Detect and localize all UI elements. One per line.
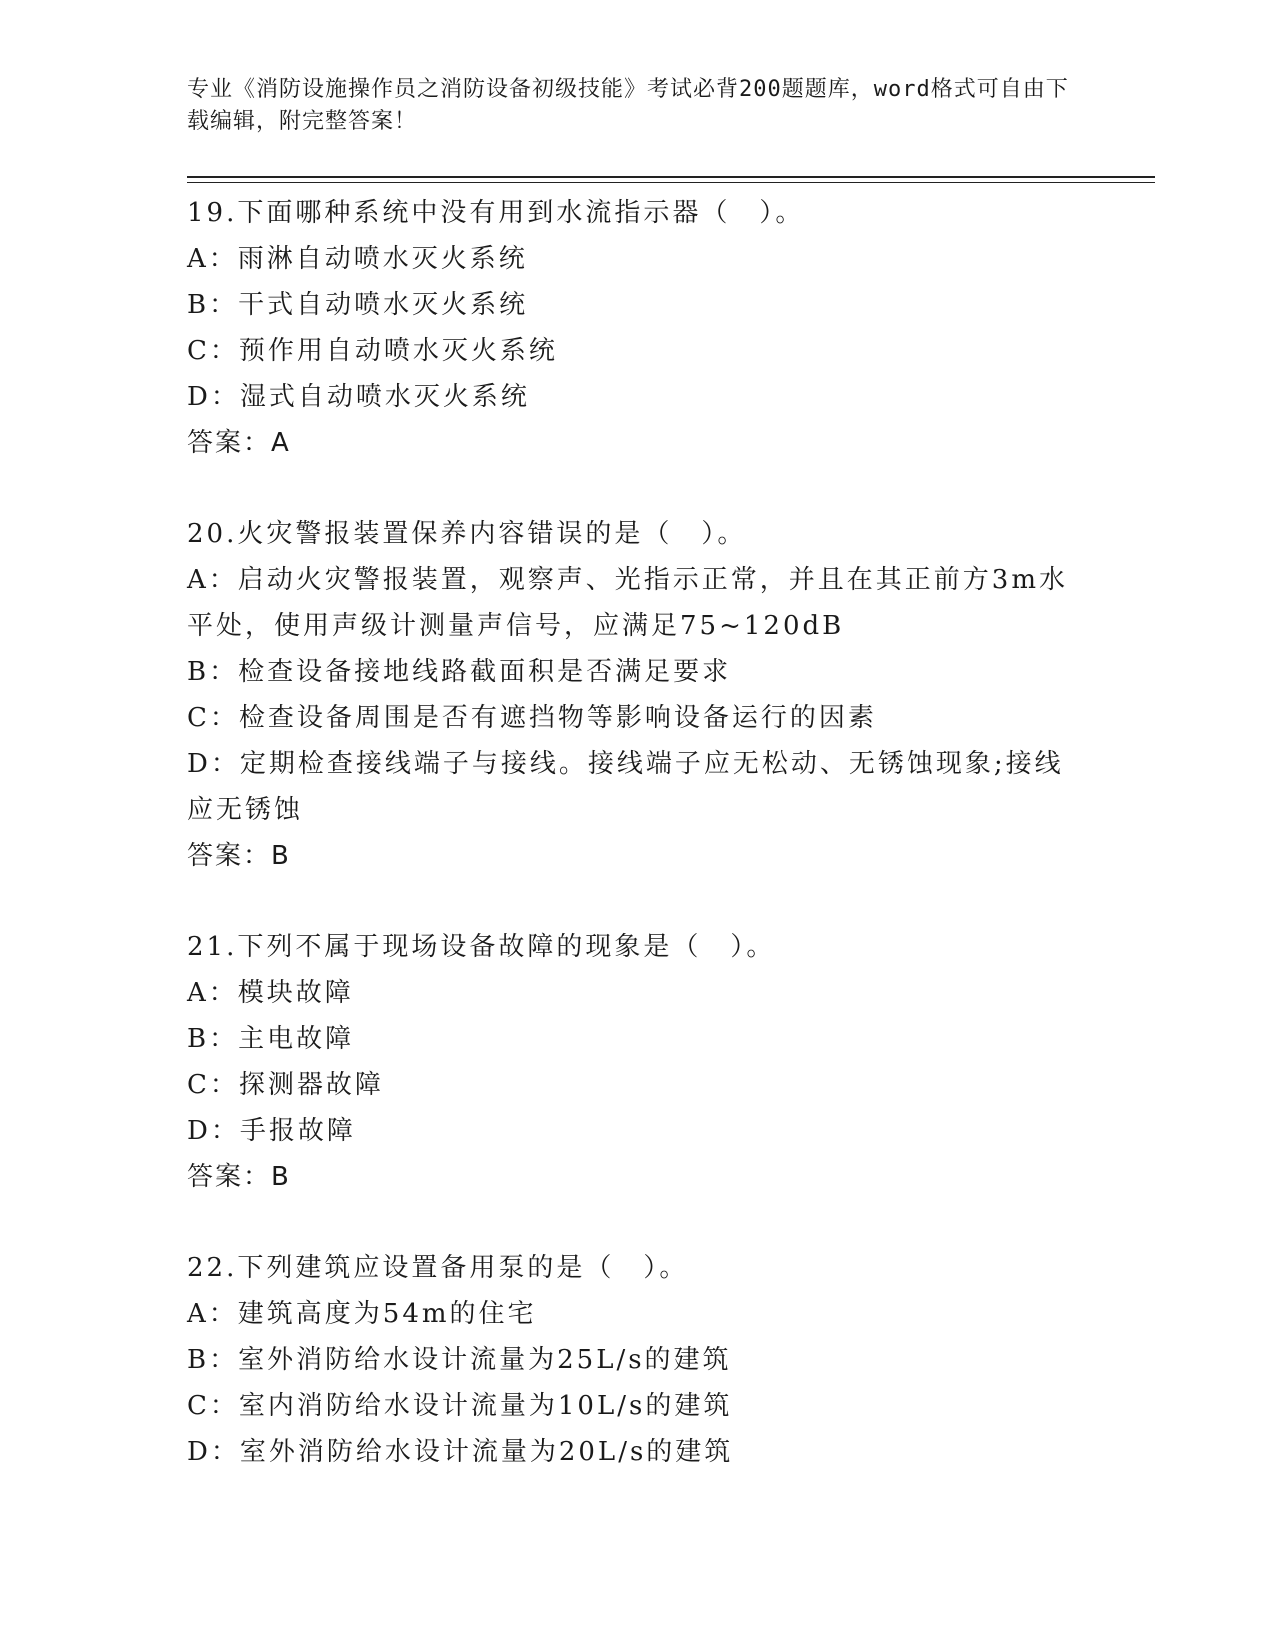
question-stem: 22.下列建筑应设置备用泵的是（ ）。 xyxy=(187,1253,689,1283)
option-d: D：手报故障 xyxy=(187,1116,356,1146)
option-a: A：建筑高度为54m的住宅 xyxy=(187,1299,537,1329)
option-c: C：检查设备周围是否有遮挡物等影响设备运行的因素 xyxy=(187,703,877,733)
question-19 xyxy=(187,190,1077,466)
question-20 xyxy=(187,511,1077,879)
option-a: A：启动火灾警报装置，观察声、光指示正常，并且在其正前方3m水平处，使用声级计测量声信号，应满足75~120dB xyxy=(187,565,1068,641)
question-stem: 21.下列不属于现场设备故障的现象是（ ）。 xyxy=(187,932,776,962)
option-b: B：主电故障 xyxy=(187,1024,355,1054)
question-stem: 19.下面哪种系统中没有用到水流指示器（ ）。 xyxy=(187,198,805,228)
option-b: B：室外消防给水设计流量为25L/s的建筑 xyxy=(187,1345,732,1375)
question-21 xyxy=(187,924,1077,1200)
option-a: A：雨淋自动喷水灭火系统 xyxy=(187,244,528,274)
document-header: 专业《消防设施操作员之消防设备初级技能》考试必背200题题库，word格式可自由下载编辑，附完整答案！ xyxy=(187,77,1069,134)
option-d: D：湿式自动喷水灭火系统 xyxy=(187,382,530,412)
option-a: A：模块故障 xyxy=(187,978,354,1008)
option-c: C：预作用自动喷水灭火系统 xyxy=(187,336,558,366)
option-c: C：室内消防给水设计流量为10L/s的建筑 xyxy=(187,1391,733,1421)
answer-line: 答案：A xyxy=(187,428,291,458)
header-rule-thin xyxy=(187,182,1155,183)
header-rule-thick xyxy=(187,176,1155,178)
option-b: B：检查设备接地线路截面积是否满足要求 xyxy=(187,657,732,687)
question-22 xyxy=(187,1245,1077,1475)
question-stem: 20.火灾警报装置保养内容错误的是（ ）。 xyxy=(187,519,747,549)
option-b: B：干式自动喷水灭火系统 xyxy=(187,290,529,320)
answer-line: 答案：B xyxy=(187,1162,291,1192)
option-c: C：探测器故障 xyxy=(187,1070,384,1100)
option-d: D：定期检查接线端子与接线。接线端子应无松动、无锈蚀现象;接线应无锈蚀 xyxy=(187,749,1064,825)
question-list xyxy=(187,190,1077,1520)
option-d: D：室外消防给水设计流量为20L/s的建筑 xyxy=(187,1437,734,1467)
answer-line: 答案：B xyxy=(187,841,291,871)
